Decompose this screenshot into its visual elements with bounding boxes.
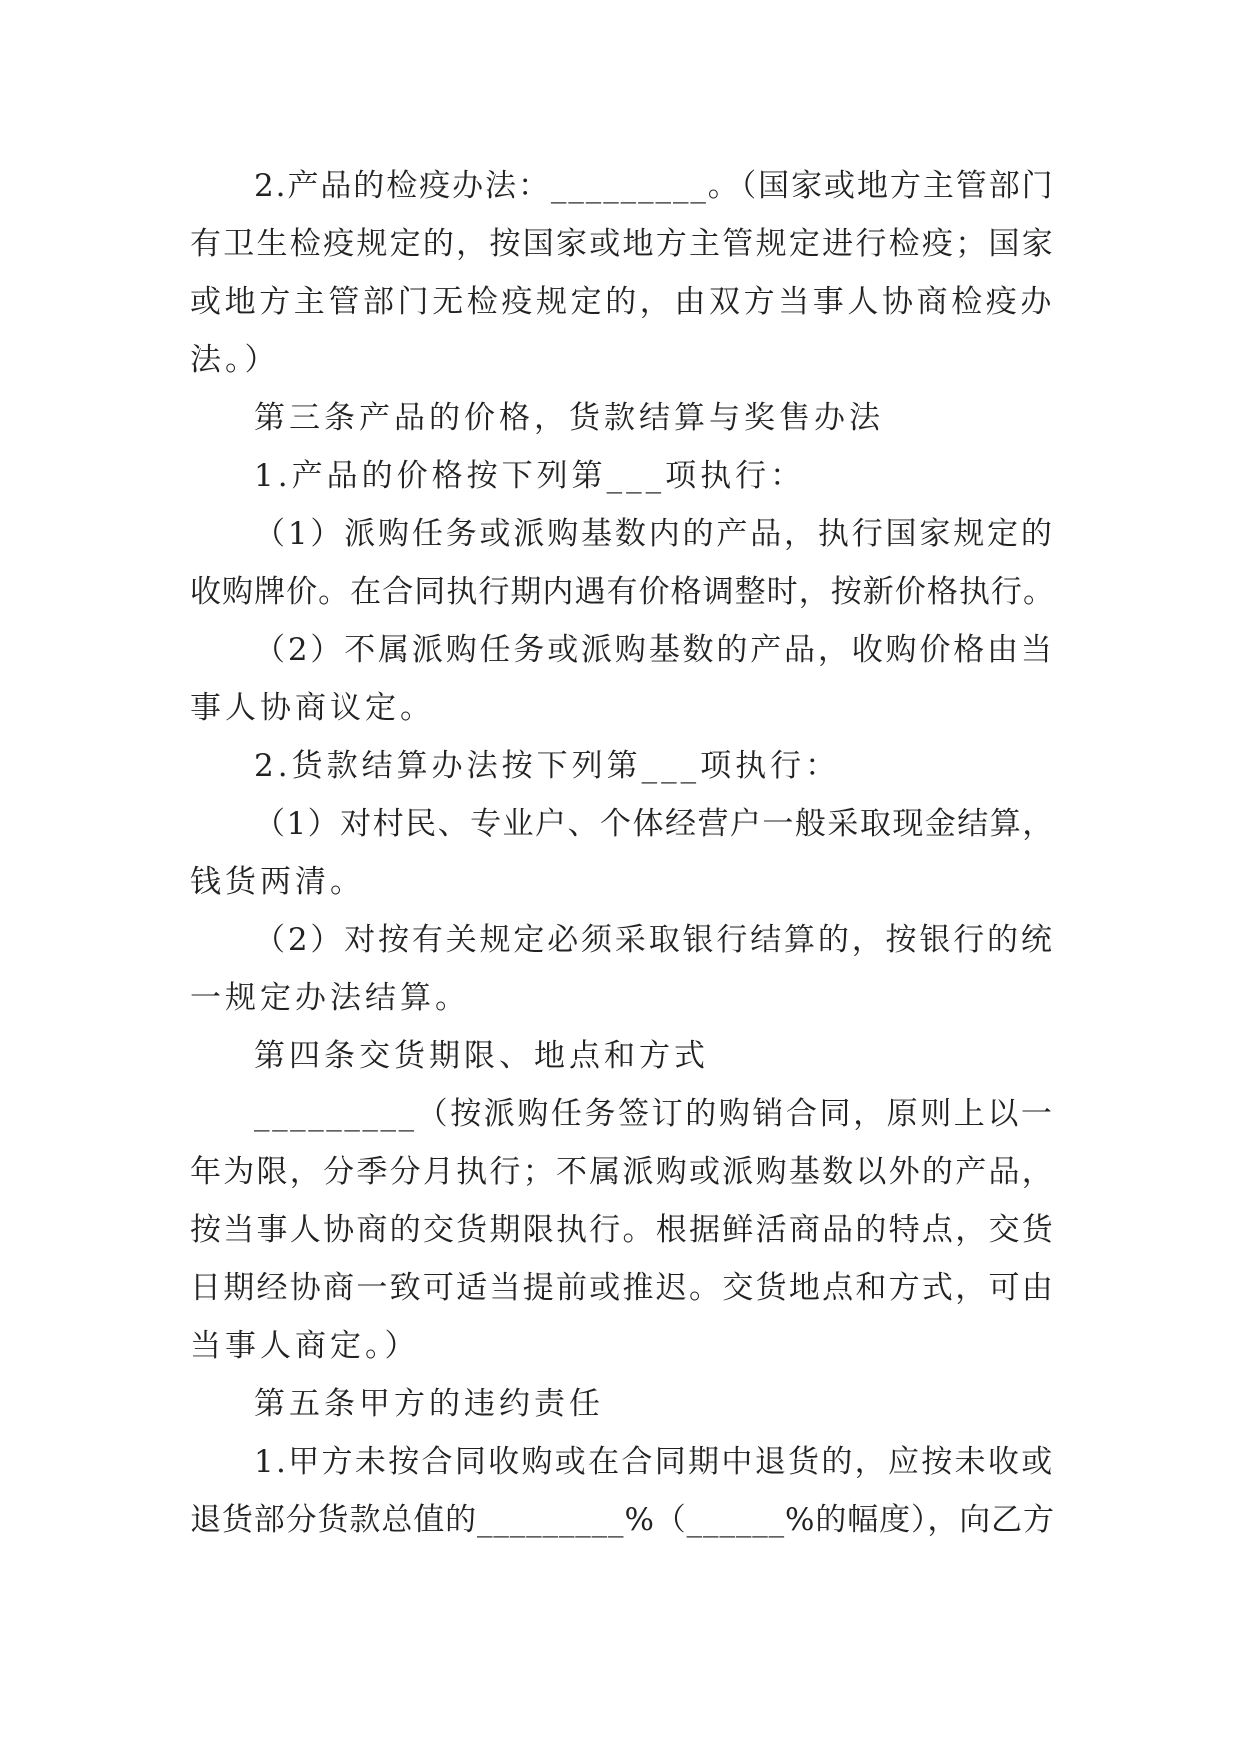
text-line: 1.甲方未按合同收购或在合同期中退货的，应按未收或 [254, 1444, 1055, 1480]
text-line: 年为限，分季分月执行；不属派购或派购基数以外的产品， [190, 1154, 1055, 1190]
text-line: 退货部分货款总值的_________%（______%的幅度），向乙方 [190, 1502, 1055, 1538]
text-line: 1.产品的价格按下列第___项执行： [254, 458, 806, 494]
text-line: 当事人商定。） [190, 1328, 420, 1364]
text-line: 有卫生检疫规定的，按国家或地方主管规定进行检疫；国家 [190, 226, 1055, 262]
text-line: 一规定办法结算。 [190, 980, 470, 1016]
text-line: 2.产品的检疫办法：_________。（国家或地方主管部门 [254, 168, 1055, 204]
text-line: _________（按派购任务签订的购销合同，原则上以一 [254, 1096, 1055, 1132]
text-line: 收购牌价。在合同执行期内遇有价格调整时，按新价格执行。 [190, 574, 1055, 610]
text-line: （1）派购任务或派购基数内的产品，执行国家规定的 [254, 516, 1055, 552]
text-line: （1）对村民、专业户、个体经营户一般采取现金结算， [254, 806, 1055, 842]
text-line: 2.货款结算办法按下列第___项执行： [254, 748, 841, 784]
text-line: 日期经协商一致可适当提前或推迟。交货地点和方式，可由 [190, 1270, 1055, 1306]
text-line: （2）不属派购任务或派购基数的产品，收购价格由当 [254, 632, 1055, 668]
section-heading: 第三条产品的价格，货款结算与奖售办法 [254, 400, 884, 436]
section-heading: 第五条甲方的违约责任 [254, 1386, 604, 1422]
text-line: 按当事人协商的交货期限执行。根据鲜活商品的特点，交货 [190, 1212, 1055, 1248]
text-line: 或地方主管部门无检疫规定的，由双方当事人协商检疫办 [190, 284, 1055, 320]
text-line: （2）对按有关规定必须采取银行结算的，按银行的统 [254, 922, 1055, 958]
section-heading: 第四条交货期限、地点和方式 [254, 1038, 709, 1074]
text-line: 事人协商议定。 [190, 690, 435, 726]
text-line: 钱货两清。 [190, 864, 365, 900]
text-line: 法。） [190, 342, 280, 378]
